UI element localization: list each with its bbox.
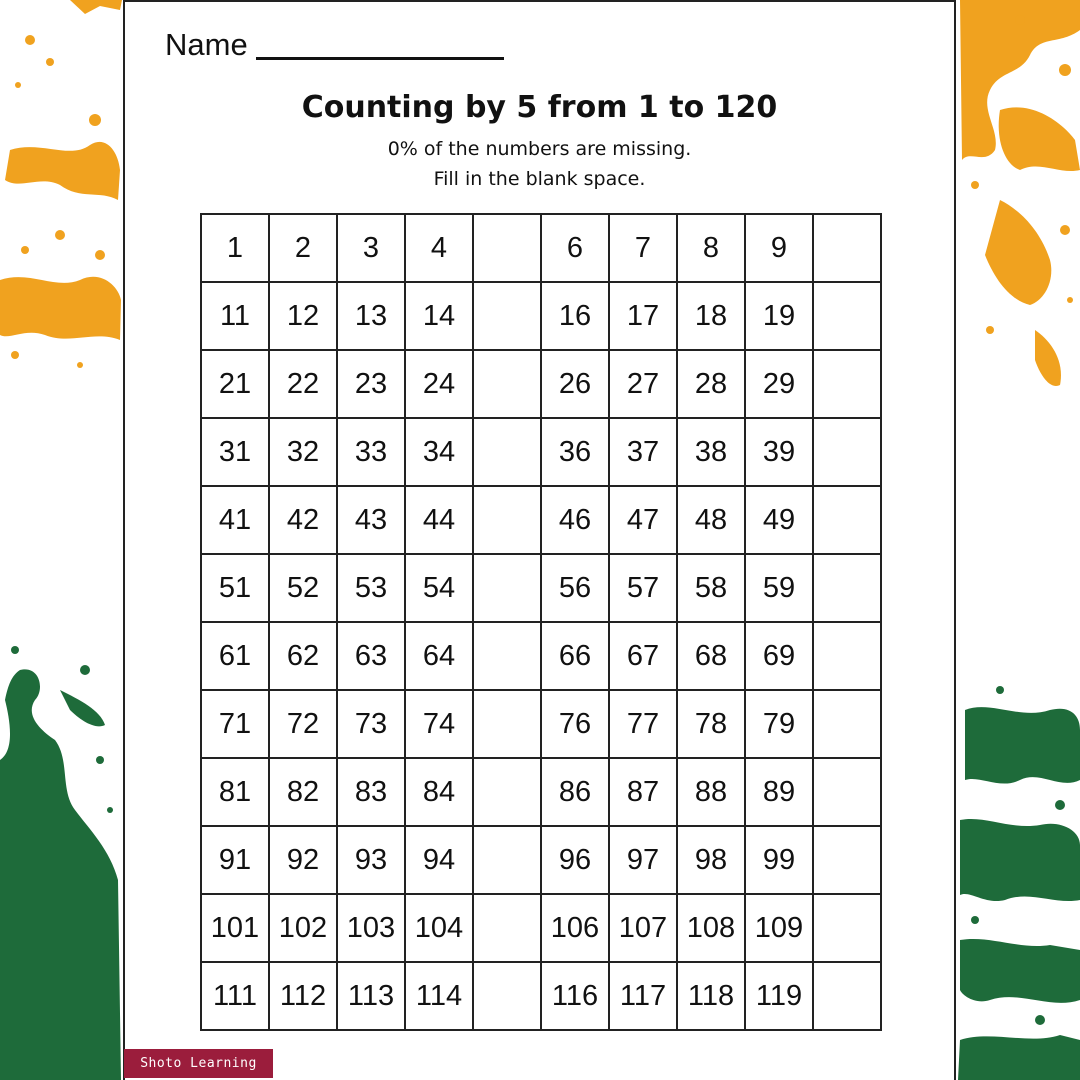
- grid-cell: 113: [337, 962, 405, 1030]
- grid-cell: 16: [541, 282, 609, 350]
- grid-cell: 111: [201, 962, 269, 1030]
- grid-cell-blank[interactable]: [813, 350, 881, 418]
- grid-cell-blank[interactable]: [473, 282, 541, 350]
- grid-cell: 118: [677, 962, 745, 1030]
- grid-cell: 51: [201, 554, 269, 622]
- grid-row: [201, 758, 881, 826]
- grid-cell: 36: [541, 418, 609, 486]
- name-field: [165, 28, 504, 62]
- name-label: Name: [165, 27, 248, 62]
- grid-cell: 37: [609, 418, 677, 486]
- grid-cell: 46: [541, 486, 609, 554]
- grid-cell: 2: [269, 214, 337, 282]
- grid-cell-blank[interactable]: [473, 622, 541, 690]
- grid-cell: 52: [269, 554, 337, 622]
- grid-cell: 7: [609, 214, 677, 282]
- grid-cell: 93: [337, 826, 405, 894]
- grid-row: [201, 282, 881, 350]
- grid-cell: 104: [405, 894, 473, 962]
- grid-cell: 74: [405, 690, 473, 758]
- grid-cell: 66: [541, 622, 609, 690]
- grid-cell: 54: [405, 554, 473, 622]
- grid-cell: 87: [609, 758, 677, 826]
- grid-cell: 3: [337, 214, 405, 282]
- grid-cell: 99: [745, 826, 813, 894]
- grid-row: [201, 894, 881, 962]
- grid-cell-blank[interactable]: [813, 554, 881, 622]
- grid-cell-blank[interactable]: [813, 894, 881, 962]
- grid-cell-blank[interactable]: [473, 418, 541, 486]
- grid-cell: 11: [201, 282, 269, 350]
- number-grid: [200, 213, 882, 1031]
- grid-cell: 32: [269, 418, 337, 486]
- grid-cell: 64: [405, 622, 473, 690]
- grid-cell: 24: [405, 350, 473, 418]
- grid-cell-blank[interactable]: [813, 826, 881, 894]
- grid-cell: 86: [541, 758, 609, 826]
- grid-cell: 109: [745, 894, 813, 962]
- grid-cell: 6: [541, 214, 609, 282]
- grid-cell: 9: [745, 214, 813, 282]
- grid-cell: 42: [269, 486, 337, 554]
- grid-cell: 62: [269, 622, 337, 690]
- grid-cell: 71: [201, 690, 269, 758]
- grid-cell: 68: [677, 622, 745, 690]
- grid-cell: 38: [677, 418, 745, 486]
- grid-cell: 22: [269, 350, 337, 418]
- grid-cell: 26: [541, 350, 609, 418]
- grid-row: [201, 690, 881, 758]
- grid-cell: 98: [677, 826, 745, 894]
- grid-cell: 69: [745, 622, 813, 690]
- grid-cell: 39: [745, 418, 813, 486]
- grid-cell-blank[interactable]: [473, 894, 541, 962]
- grid-cell: 33: [337, 418, 405, 486]
- worksheet-subtitle-missing: 0% of the numbers are missing.: [387, 138, 692, 160]
- grid-cell: 58: [677, 554, 745, 622]
- worksheet-page: [123, 0, 956, 1080]
- grid-cell: 53: [337, 554, 405, 622]
- grid-cell-blank[interactable]: [473, 350, 541, 418]
- grid-cell: 88: [677, 758, 745, 826]
- name-blank-line: [256, 57, 504, 60]
- grid-cell-blank[interactable]: [813, 486, 881, 554]
- grid-cell: 119: [745, 962, 813, 1030]
- grid-cell: 96: [541, 826, 609, 894]
- grid-cell-blank[interactable]: [473, 554, 541, 622]
- grid-cell: 27: [609, 350, 677, 418]
- grid-cell: 61: [201, 622, 269, 690]
- grid-cell: 29: [745, 350, 813, 418]
- grid-cell: 43: [337, 486, 405, 554]
- grid-cell: 82: [269, 758, 337, 826]
- grid-cell: 91: [201, 826, 269, 894]
- grid-cell-blank[interactable]: [813, 214, 881, 282]
- grid-row: [201, 214, 881, 282]
- grid-cell-blank[interactable]: [473, 826, 541, 894]
- grid-row: [201, 486, 881, 554]
- grid-row: [201, 418, 881, 486]
- grid-cell: 89: [745, 758, 813, 826]
- grid-cell: 23: [337, 350, 405, 418]
- grid-cell: 114: [405, 962, 473, 1030]
- grid-cell: 14: [405, 282, 473, 350]
- grid-cell: 31: [201, 418, 269, 486]
- grid-cell: 103: [337, 894, 405, 962]
- brand-badge: Shoto Learning: [124, 1049, 273, 1078]
- grid-cell: 81: [201, 758, 269, 826]
- grid-row: [201, 350, 881, 418]
- grid-cell: 76: [541, 690, 609, 758]
- grid-cell-blank[interactable]: [473, 690, 541, 758]
- grid-cell: 67: [609, 622, 677, 690]
- grid-cell-blank[interactable]: [473, 758, 541, 826]
- grid-cell: 19: [745, 282, 813, 350]
- grid-row: [201, 622, 881, 690]
- grid-cell: 108: [677, 894, 745, 962]
- grid-cell: 101: [201, 894, 269, 962]
- grid-row: [201, 962, 881, 1030]
- grid-cell: 49: [745, 486, 813, 554]
- grid-cell-blank[interactable]: [473, 214, 541, 282]
- grid-cell-blank[interactable]: [813, 418, 881, 486]
- grid-cell: 106: [541, 894, 609, 962]
- grid-cell: 17: [609, 282, 677, 350]
- grid-cell: 21: [201, 350, 269, 418]
- grid-cell-blank[interactable]: [473, 486, 541, 554]
- grid-cell: 97: [609, 826, 677, 894]
- grid-cell: 63: [337, 622, 405, 690]
- grid-cell: 73: [337, 690, 405, 758]
- grid-cell: 1: [201, 214, 269, 282]
- grid-cell-blank[interactable]: [813, 690, 881, 758]
- grid-cell: 44: [405, 486, 473, 554]
- grid-cell: 13: [337, 282, 405, 350]
- grid-cell: 57: [609, 554, 677, 622]
- grid-cell: 84: [405, 758, 473, 826]
- grid-cell: 83: [337, 758, 405, 826]
- grid-cell-blank[interactable]: [813, 622, 881, 690]
- grid-cell: 94: [405, 826, 473, 894]
- grid-cell: 4: [405, 214, 473, 282]
- grid-cell: 34: [405, 418, 473, 486]
- grid-cell-blank[interactable]: [813, 282, 881, 350]
- grid-cell-blank[interactable]: [473, 962, 541, 1030]
- grid-cell: 72: [269, 690, 337, 758]
- grid-cell: 47: [609, 486, 677, 554]
- grid-cell: 56: [541, 554, 609, 622]
- grid-cell: 112: [269, 962, 337, 1030]
- grid-cell-blank[interactable]: [813, 758, 881, 826]
- grid-row: [201, 826, 881, 894]
- grid-cell: 78: [677, 690, 745, 758]
- grid-cell: 8: [677, 214, 745, 282]
- worksheet-instructions: Fill in the blank space.: [433, 168, 646, 190]
- grid-cell: 92: [269, 826, 337, 894]
- grid-cell: 18: [677, 282, 745, 350]
- grid-cell: 77: [609, 690, 677, 758]
- grid-cell: 79: [745, 690, 813, 758]
- grid-cell: 116: [541, 962, 609, 1030]
- grid-cell: 48: [677, 486, 745, 554]
- grid-cell: 59: [745, 554, 813, 622]
- grid-cell: 12: [269, 282, 337, 350]
- grid-cell: 28: [677, 350, 745, 418]
- grid-cell: 107: [609, 894, 677, 962]
- grid-cell: 117: [609, 962, 677, 1030]
- grid-cell: 41: [201, 486, 269, 554]
- worksheet-title: Counting by 5 from 1 to 120: [301, 90, 778, 125]
- grid-cell-blank[interactable]: [813, 962, 881, 1030]
- grid-row: [201, 554, 881, 622]
- grid-cell: 102: [269, 894, 337, 962]
